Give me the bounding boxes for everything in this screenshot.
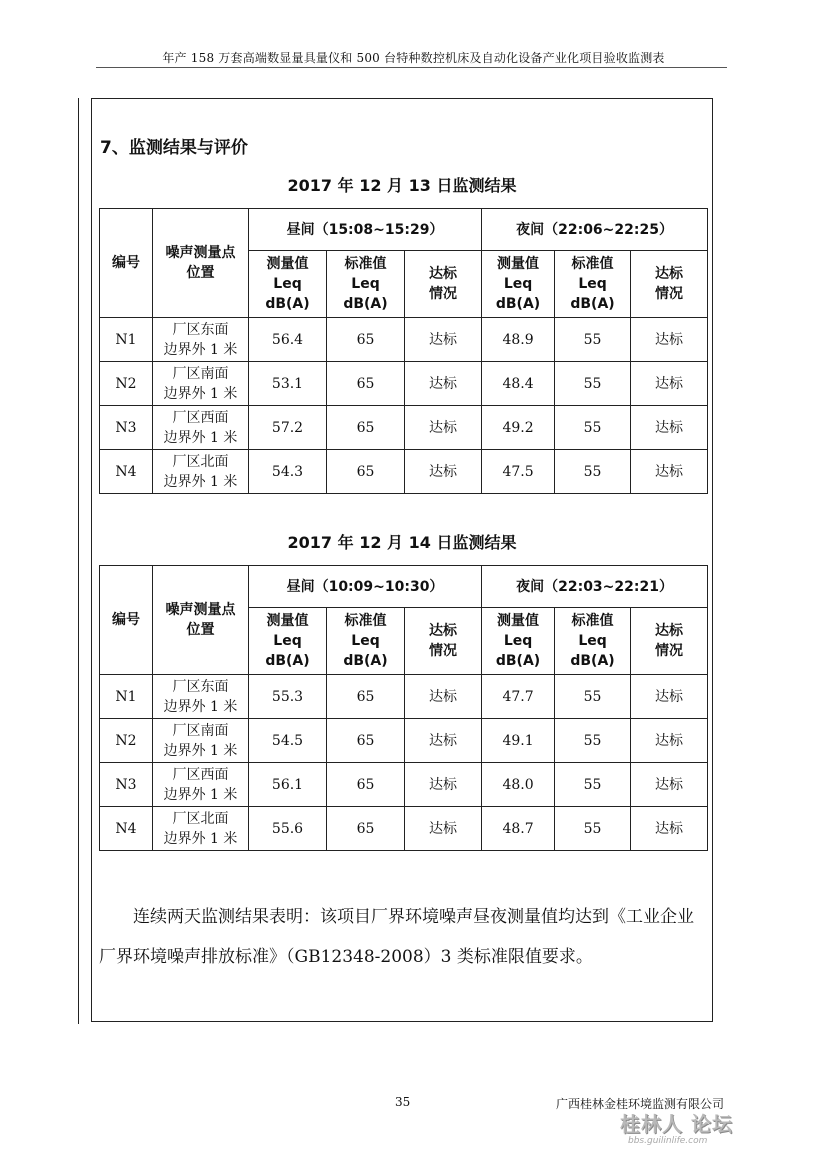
day-compliance: 达标 bbox=[405, 807, 482, 851]
day-compliance: 达标 bbox=[405, 675, 482, 719]
table-1-title: 2017 年 12 月 13 日监测结果 bbox=[287, 176, 517, 195]
night-compliance: 达标 bbox=[631, 362, 708, 406]
header-night-period: 夜间（22:06~22:25） bbox=[482, 209, 708, 251]
document-header: 年产 158 万套高端数显量具量仪和 500 台特种数控机床及自动化设备产业化项目验收监测表 bbox=[162, 51, 665, 65]
header-night-period: 夜间（22:03~22:21） bbox=[482, 566, 708, 608]
watermark-logo: 桂林人 论坛 bbox=[620, 1112, 733, 1136]
night-standard-value: 55 bbox=[555, 675, 631, 719]
day-compliance: 达标 bbox=[405, 406, 482, 450]
point-id: N2 bbox=[100, 719, 153, 763]
header-standard: 标准值 Leq dB(A) bbox=[327, 608, 405, 675]
point-location: 厂区东面 边界外 1 米 bbox=[153, 318, 249, 362]
night-measured-value: 49.1 bbox=[482, 719, 555, 763]
header-measured: 测量值 Leq dB(A) bbox=[482, 251, 555, 318]
point-id: N1 bbox=[100, 675, 153, 719]
table-row bbox=[100, 450, 708, 494]
section-title: 7、监测结果与评价 bbox=[100, 138, 248, 158]
header-measured: 测量值 Leq dB(A) bbox=[249, 608, 327, 675]
point-id: N4 bbox=[100, 807, 153, 851]
night-measured-value: 49.2 bbox=[482, 406, 555, 450]
point-id: N3 bbox=[100, 406, 153, 450]
table-row bbox=[100, 362, 708, 406]
header-day-period: 昼间（15:08~15:29） bbox=[249, 209, 482, 251]
header-compliance: 达标 情况 bbox=[405, 608, 482, 675]
point-location: 厂区南面 边界外 1 米 bbox=[153, 719, 249, 763]
table-row bbox=[100, 675, 708, 719]
night-compliance: 达标 bbox=[631, 763, 708, 807]
header-day-period: 昼间（10:09~10:30） bbox=[249, 566, 482, 608]
day-standard-value: 65 bbox=[327, 807, 405, 851]
night-compliance: 达标 bbox=[631, 318, 708, 362]
point-location: 厂区东面 边界外 1 米 bbox=[153, 675, 249, 719]
table-row bbox=[100, 763, 708, 807]
day-standard-value: 65 bbox=[327, 362, 405, 406]
point-id: N1 bbox=[100, 318, 153, 362]
header-rule bbox=[96, 67, 727, 68]
header-measured: 测量值 Leq dB(A) bbox=[249, 251, 327, 318]
header-location: 噪声测量点位置 bbox=[153, 566, 249, 675]
night-measured-value: 48.0 bbox=[482, 763, 555, 807]
day-compliance: 达标 bbox=[405, 763, 482, 807]
watermark-url: bbs.guilinlife.com bbox=[628, 1136, 708, 1146]
header-id: 编号 bbox=[100, 209, 153, 318]
day-measured-value: 54.5 bbox=[249, 719, 327, 763]
point-location: 厂区北面 边界外 1 米 bbox=[153, 807, 249, 851]
day-standard-value: 65 bbox=[327, 719, 405, 763]
page-number: 35 bbox=[395, 1095, 411, 1109]
night-standard-value: 55 bbox=[555, 763, 631, 807]
night-compliance: 达标 bbox=[631, 675, 708, 719]
header-compliance: 达标 情况 bbox=[405, 251, 482, 318]
header-standard: 标准值 Leq dB(A) bbox=[555, 251, 631, 318]
night-standard-value: 55 bbox=[555, 450, 631, 494]
header-compliance: 达标 情况 bbox=[631, 608, 708, 675]
day-measured-value: 55.6 bbox=[249, 807, 327, 851]
night-measured-value: 48.9 bbox=[482, 318, 555, 362]
day-standard-value: 65 bbox=[327, 318, 405, 362]
point-id: N3 bbox=[100, 763, 153, 807]
night-standard-value: 55 bbox=[555, 406, 631, 450]
night-measured-value: 47.7 bbox=[482, 675, 555, 719]
night-standard-value: 55 bbox=[555, 362, 631, 406]
results-table-2 bbox=[99, 565, 708, 851]
point-location: 厂区西面 边界外 1 米 bbox=[153, 763, 249, 807]
night-measured-value: 48.4 bbox=[482, 362, 555, 406]
table-row bbox=[100, 318, 708, 362]
point-location: 厂区西面 边界外 1 米 bbox=[153, 406, 249, 450]
day-measured-value: 53.1 bbox=[249, 362, 327, 406]
day-standard-value: 65 bbox=[327, 763, 405, 807]
night-standard-value: 55 bbox=[555, 719, 631, 763]
day-compliance: 达标 bbox=[405, 450, 482, 494]
point-location: 厂区南面 边界外 1 米 bbox=[153, 362, 249, 406]
point-id: N2 bbox=[100, 362, 153, 406]
company-name: 广西桂林金桂环境监测有限公司 bbox=[556, 1097, 725, 1111]
binding-margin-line bbox=[78, 98, 79, 1024]
day-measured-value: 57.2 bbox=[249, 406, 327, 450]
table-row bbox=[100, 406, 708, 450]
night-standard-value: 55 bbox=[555, 807, 631, 851]
night-measured-value: 47.5 bbox=[482, 450, 555, 494]
night-compliance: 达标 bbox=[631, 807, 708, 851]
day-measured-value: 55.3 bbox=[249, 675, 327, 719]
header-compliance: 达标 情况 bbox=[631, 251, 708, 318]
day-standard-value: 65 bbox=[327, 675, 405, 719]
conclusion-paragraph: 连续两天监测结果表明：该项目厂界环境噪声昼夜测量值均达到《工业企业厂界环境噪声排放标准》（GB12348-2008）3 类标准限值要求。 bbox=[99, 907, 694, 967]
night-compliance: 达标 bbox=[631, 450, 708, 494]
day-measured-value: 54.3 bbox=[249, 450, 327, 494]
day-measured-value: 56.4 bbox=[249, 318, 327, 362]
day-standard-value: 65 bbox=[327, 406, 405, 450]
day-measured-value: 56.1 bbox=[249, 763, 327, 807]
table-2-title: 2017 年 12 月 14 日监测结果 bbox=[287, 533, 517, 552]
header-standard: 标准值 Leq dB(A) bbox=[327, 251, 405, 318]
header-id: 编号 bbox=[100, 566, 153, 675]
header-measured: 测量值 Leq dB(A) bbox=[482, 608, 555, 675]
point-location: 厂区北面 边界外 1 米 bbox=[153, 450, 249, 494]
results-table-1 bbox=[99, 208, 708, 494]
night-standard-value: 55 bbox=[555, 318, 631, 362]
table-row bbox=[100, 807, 708, 851]
night-compliance: 达标 bbox=[631, 406, 708, 450]
night-measured-value: 48.7 bbox=[482, 807, 555, 851]
day-standard-value: 65 bbox=[327, 450, 405, 494]
header-location: 噪声测量点位置 bbox=[153, 209, 249, 318]
night-compliance: 达标 bbox=[631, 719, 708, 763]
day-compliance: 达标 bbox=[405, 318, 482, 362]
header-standard: 标准值 Leq dB(A) bbox=[555, 608, 631, 675]
point-id: N4 bbox=[100, 450, 153, 494]
day-compliance: 达标 bbox=[405, 362, 482, 406]
table-row bbox=[100, 719, 708, 763]
day-compliance: 达标 bbox=[405, 719, 482, 763]
